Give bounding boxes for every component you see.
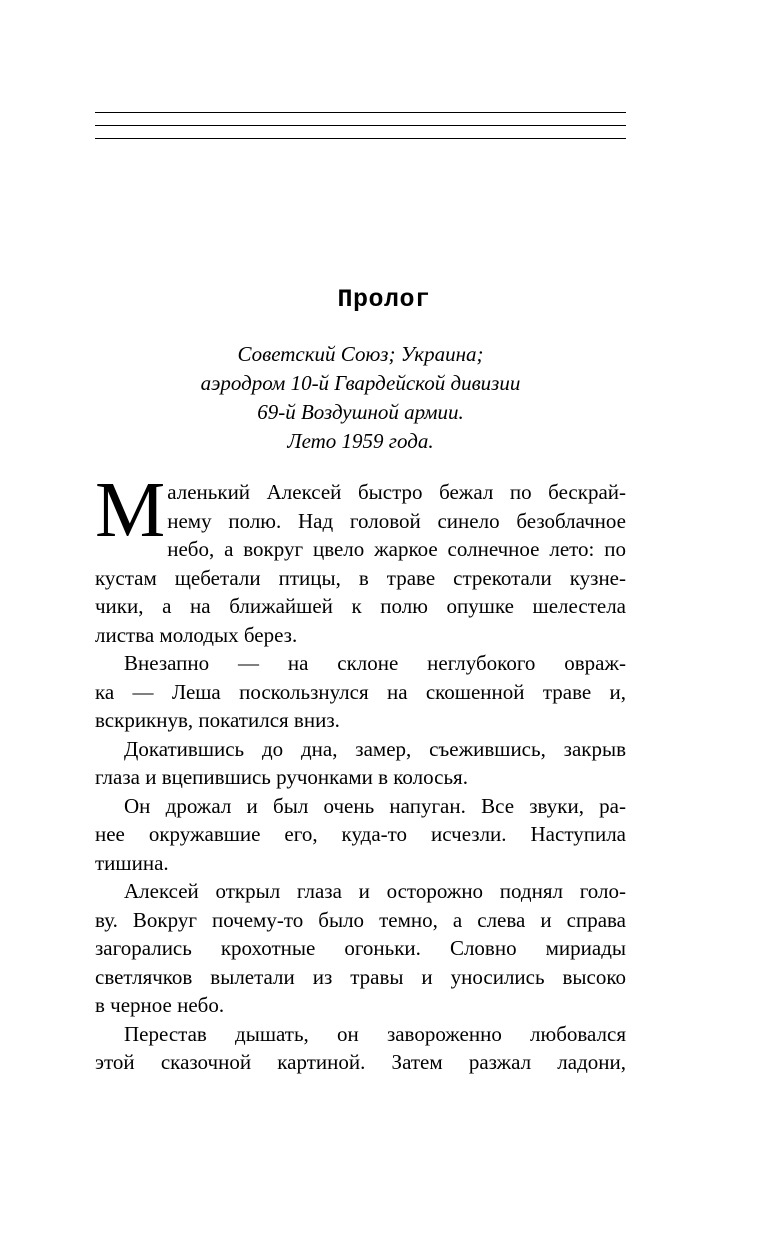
epigraph-line: Советский Союз; Украина;: [237, 342, 484, 366]
text-line: небо, а вокруг цвело жаркое солнечное лето: по: [167, 537, 626, 561]
text-line: в черное небо.: [95, 993, 225, 1017]
text-line: кустам щебетали птицы, в траве стрекотали кузне-: [95, 565, 626, 590]
text-line: светлячков вылетали из травы и уносились высоко: [95, 964, 626, 989]
epigraph-line: аэродром 10-й Гвардейской дивизии: [200, 371, 521, 395]
text-line: загорались крохотные огоньки. Словно мириады: [95, 936, 626, 960]
text-line: листва молодых берез.: [95, 622, 298, 647]
header-rule-top: [95, 112, 626, 113]
chapter-title: Пролог: [337, 285, 431, 314]
header-rule-middle: [95, 125, 626, 126]
text-line: нему полю. Над головой синело безоблачное: [167, 508, 626, 533]
body-text: [95, 467, 626, 1077]
drop-cap: М: [95, 467, 166, 554]
text-line: ка — Леша поскользнулся на скошенной траве и,: [95, 679, 626, 704]
text-line: тишина.: [95, 850, 169, 875]
epigraph-line: 69-й Воздушной армии.: [257, 400, 464, 424]
text-line: ву. Вокруг почему-то было темно, а слева и справа: [95, 907, 626, 932]
text-line: аленький Алексей быстро бежал по бескрай-: [167, 480, 626, 504]
epigraph: [95, 340, 626, 456]
text-line: Он дрожал и был очень напуган. Все звуки, ра-: [124, 793, 626, 818]
text-line: Алексей открыл глаза и осторожно поднял голо-: [124, 879, 626, 903]
text-line: нее окружавшие его, куда-то исчезли. Наступила: [95, 822, 626, 846]
text-line: вскрикнув, покатился вниз.: [95, 708, 340, 732]
header-rule-bottom: [95, 138, 626, 139]
text-line: чики, а на ближайшей к полю опушке шелестела: [95, 594, 626, 618]
epigraph-line: Лето 1959 года.: [287, 429, 434, 453]
text-line: Перестав дышать, он завороженно любовался: [124, 1021, 626, 1046]
text-line: Докатившись до дна, замер, съежившись, закрыв: [124, 736, 626, 761]
text-line: этой сказочной картиной. Затем разжал ладони,: [95, 1050, 626, 1074]
text-line: глаза и вцепившись ручонками в колосья.: [95, 765, 468, 789]
text-line: Внезапно — на склоне неглубокого овраж-: [124, 651, 626, 675]
